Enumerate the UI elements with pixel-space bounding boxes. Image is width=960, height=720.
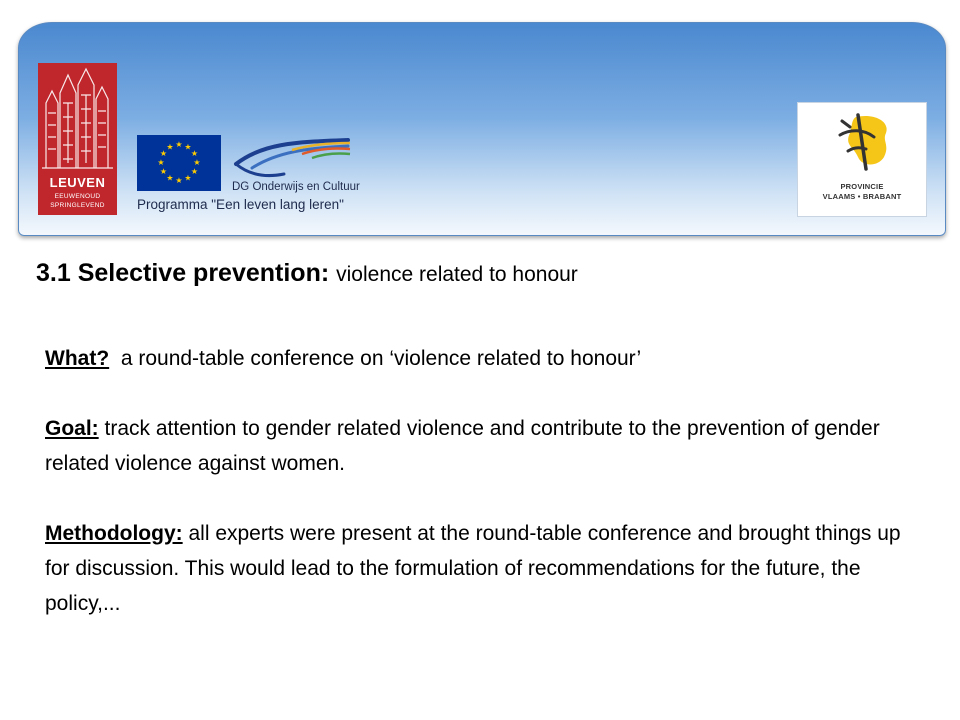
leuven-towers-icon	[38, 63, 117, 173]
svg-text:★: ★	[193, 158, 201, 167]
svg-text:★: ★	[166, 142, 174, 152]
svg-text:★: ★	[190, 149, 199, 158]
svg-text:★: ★	[157, 158, 165, 167]
province-logo-line-1: PROVINCIE	[840, 182, 884, 191]
what-paragraph	[45, 341, 925, 376]
leuven-logo	[38, 63, 117, 215]
goal-text: track attention to gender related violence and contribute to the prevention of gender related violence against women.	[45, 417, 886, 475]
province-logo	[797, 102, 927, 217]
province-mark-icon	[828, 111, 898, 175]
methodology-paragraph	[45, 516, 925, 621]
slide-title-main: 3.1 Selective prevention:	[36, 259, 330, 287]
eu-dg-label: DG Onderwijs en Cultuur	[232, 181, 360, 193]
eu-programme-label: Programma "Een leven lang leren"	[137, 197, 344, 212]
methodology-text: all experts were present at the round-table conference and brought things up for discussion. This would lead to the formulation of recommendations for the future, the policy,...	[45, 522, 907, 615]
svg-text:★: ★	[175, 176, 183, 185]
province-logo-line-2: VLAAMS • BRABANT	[822, 192, 902, 201]
goal-paragraph	[45, 411, 925, 481]
svg-text:★: ★	[190, 167, 199, 176]
leuven-logo-name: LEUVEN	[49, 175, 106, 190]
slide-title	[36, 259, 578, 288]
eu-flag-icon	[137, 135, 221, 191]
eu-programme-swoosh-icon	[232, 134, 352, 182]
what-label: What?	[45, 347, 110, 370]
svg-text:★: ★	[184, 173, 192, 183]
what-text: a round-table conference on ‘violence related to honour’	[109, 347, 642, 370]
leuven-logo-tagline-1: EEUWENOUD	[54, 193, 101, 200]
methodology-label: Methodology:	[45, 522, 183, 545]
slide-title-sub: violence related to honour	[336, 263, 578, 286]
leuven-logo-tagline-2: SPRINGLEVEND	[50, 202, 105, 209]
slide-body	[45, 341, 925, 656]
svg-text:★: ★	[159, 149, 168, 158]
eu-stars-icon	[137, 135, 221, 191]
svg-text:★: ★	[166, 173, 174, 183]
goal-label: Goal:	[45, 417, 99, 440]
svg-text:★: ★	[175, 140, 183, 149]
svg-text:★: ★	[184, 142, 192, 152]
svg-text:★: ★	[159, 167, 168, 176]
